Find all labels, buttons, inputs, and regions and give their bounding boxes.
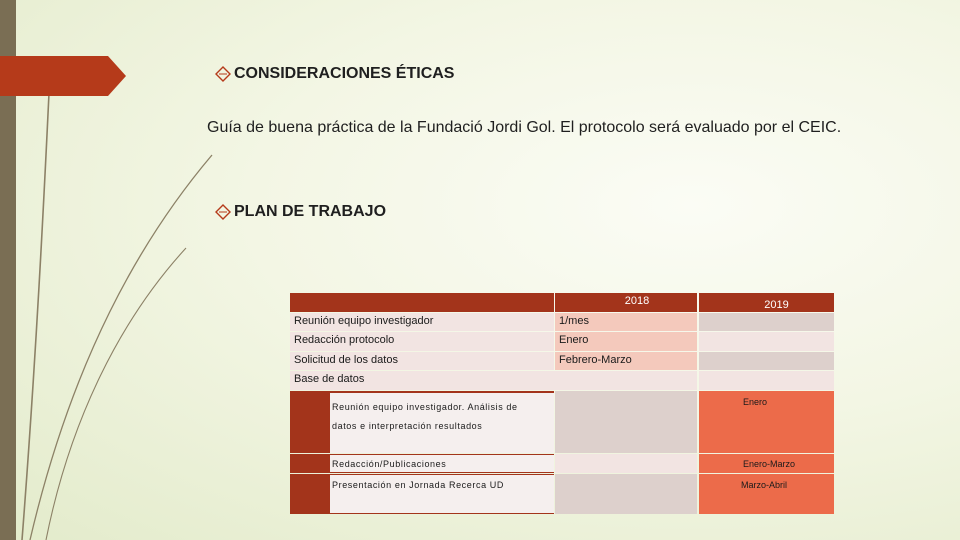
task-label: Base de datos [294,373,365,385]
table-cell-2019 [699,454,834,473]
task-label: Solicitud de los datos [294,354,398,366]
table-header-2019 [699,293,834,312]
header-2019-label: 2019 [764,299,789,311]
table-cell-2018 [555,391,697,453]
table-row [290,352,554,370]
table-cell-2018 [555,474,697,514]
subtask-box [330,475,554,513]
table-cell-2019 [699,391,834,453]
ethics-paragraph: Guía de buena práctica de la Fundació Jordi Gol. El protocolo será evaluado por el CEIC. [207,119,842,136]
cell-value: Febrero-Marzo [559,354,632,366]
header-2018-label: 2018 [624,295,650,307]
subtask-box [330,393,554,453]
task-label: Redacción protocolo [294,334,395,346]
table-header-task [290,293,554,312]
subtask-box [330,455,554,472]
cell-value: 1/mes [559,315,589,327]
section-heading-text: CONSIDERACIONES ÉTICAS [234,65,455,82]
table-header-2018 [555,293,697,312]
diamond-outline-icon [214,203,232,221]
table-cell-2019 [699,352,834,370]
table-cell-2019 [699,371,834,390]
table-cell-2018 [555,332,697,351]
accent-arrow-tab [0,56,126,96]
subtask-line: datos e interpretación resultados [332,421,483,431]
table-cell-2019 [699,474,834,514]
table-cell-2019 [699,313,834,331]
cell-value: Enero [559,334,589,346]
subtask-line: Redacción/Publicaciones [332,459,447,469]
table-cell-2019 [699,332,834,351]
section-heading-workplan [214,203,386,221]
table-row [290,371,697,390]
table-cell-2018 [555,454,697,473]
subtask-line: Presentación en Jornada Recerca UD [332,480,504,490]
section-heading-text: PLAN DE TRABAJO [234,203,387,220]
table-row-sub [290,391,554,453]
task-label: Reunión equipo investigador [294,315,434,327]
section-heading-ethics [214,65,454,83]
cell-value: Enero-Marzo [743,459,796,469]
subtask-line: Reunión equipo investigador. Análisis de [332,402,518,412]
table-row [290,332,554,351]
cell-value: Marzo-Abril [741,480,788,490]
table-cell-2018 [555,352,697,370]
table-row-sub [290,454,554,473]
diamond-outline-icon [214,65,232,83]
table-row-sub [290,474,554,514]
table-cell-2018 [555,313,697,331]
table-row [290,313,554,331]
cell-value: Enero [743,397,768,407]
